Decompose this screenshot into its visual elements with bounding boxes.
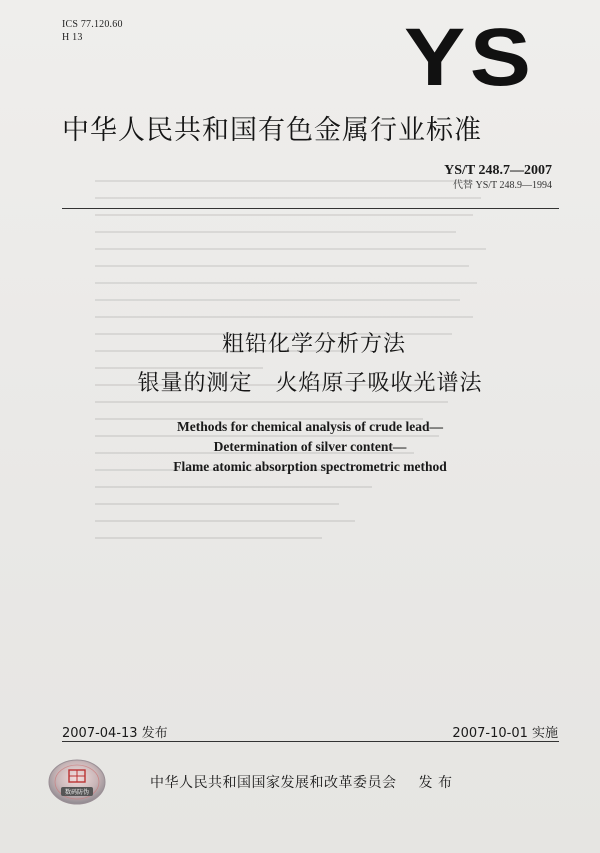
ics-code: ICS 77.120.60 [62,19,123,30]
implementation-date: 2007-10-01 实施 [452,726,558,741]
english-title-line3: Flame atomic absorption spectrometric method [173,459,447,474]
standard-code: YS/T 248.7—2007 [444,163,552,178]
ys-logo: YS [404,12,536,103]
h-code: H 13 [62,32,83,43]
chinese-title-line1: 粗铅化学分析方法 [221,332,406,357]
chinese-title-line2: 银量的测定 火焰原子吸收光谱法 [137,371,483,396]
issue-date: 2007-04-13 发布 [62,726,168,741]
organization-title: 中华人民共和国有色金属行业标准 [62,115,482,146]
anti-counterfeit-stamp-icon [47,758,107,806]
bottom-divider [62,741,559,742]
stamp-text: 数码防伪 [64,789,90,796]
top-divider [62,208,559,209]
publisher-label: 发 布 [418,775,453,791]
english-title-line1: Methods for chemical analysis of crude lead— [177,419,443,434]
publisher-name: 中华人民共和国国家发展和改革委员会 [150,775,397,791]
publisher-line [150,772,452,792]
replaces-code: 代替 YS/T 248.9—1994 [453,180,552,191]
english-title-line2: Determination of silver content— [213,439,407,454]
standard-code-block [444,163,552,192]
classification-codes [62,18,123,44]
